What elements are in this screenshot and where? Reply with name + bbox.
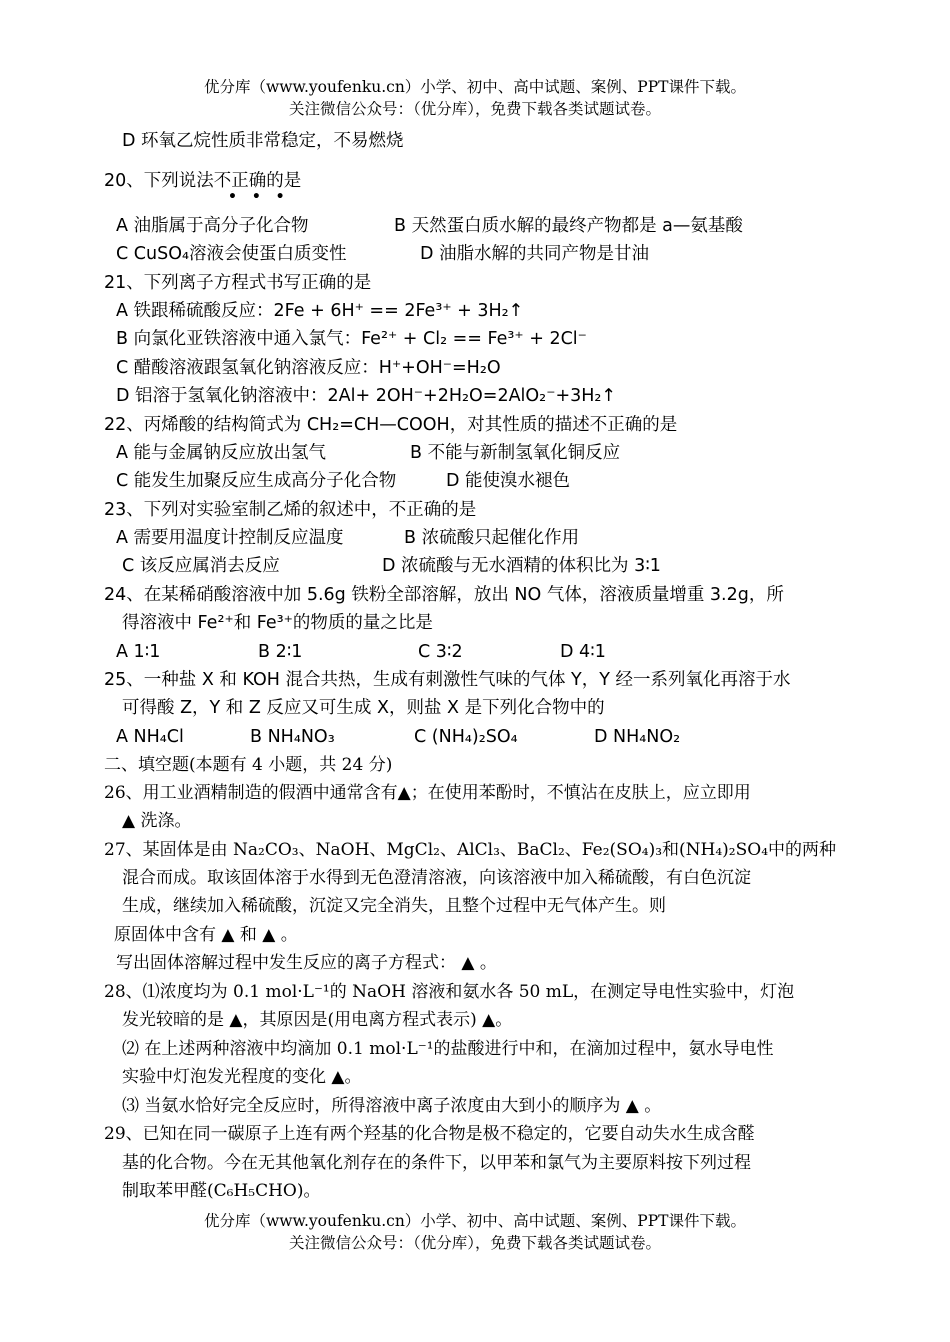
- q22-option-c: C 能发生加聚反应生成高分子化合物: [116, 471, 397, 491]
- q25-option-b: B NH₄NO₃: [250, 727, 335, 747]
- footer-line-2: 关注微信公众号：（优分库），免费下载各类试题试卷。: [288, 1234, 661, 1252]
- q22-stem: 22、丙烯酸的结构简式为 CH₂=CH—COOH，对其性质的描述不正确的是: [104, 415, 678, 435]
- q20-stem: 20、下列说法不正确的是: [104, 171, 302, 191]
- q25-stem-line-2: 可得酸 Z，Y 和 Z 反应又可生成 X，则盐 X 是下列化合物中的: [122, 698, 605, 718]
- q21-option-b: B 向氯化亚铁溶液中通入氯气：Fe²⁺ + Cl₂ == Fe³⁺ + 2Cl⁻: [116, 329, 587, 349]
- q27-line-2: 混合而成。取该固体溶于水得到无色澄清溶液，向该溶液中加入稀硫酸，有白色沉淀: [122, 868, 751, 888]
- q24-option-c: C 3∶2: [418, 642, 463, 662]
- q21-stem: 21、下列离子方程式书写正确的是: [104, 273, 372, 293]
- q23-option-d: D 浓硫酸与无水酒精的体积比为 3∶1: [382, 556, 661, 576]
- q28-line-4: 实验中灯泡发光程度的变化 ▲。: [122, 1067, 362, 1087]
- section-2-title: 二、填空题(本题有 4 小题，共 24 分): [104, 755, 393, 775]
- q20-option-b: B 天然蛋白质水解的最终产物都是 a—氨基酸: [394, 216, 743, 236]
- q24-stem-line-1: 24、在某稀硝酸溶液中加 5.6g 铁粉全部溶解，放出 NO 气体，溶液质量增重 3.2g，所: [104, 585, 784, 605]
- q24-option-b: B 2∶1: [258, 642, 303, 662]
- q24-stem-line-2: 得溶液中 Fe²⁺和 Fe³⁺的物质的量之比是: [122, 613, 433, 633]
- q26-line-2: ▲ 洗涤。: [122, 811, 192, 831]
- q25-option-a: A NH₄Cl: [116, 727, 184, 747]
- q23-stem: 23、下列对实验室制乙烯的叙述中，不正确的是: [104, 500, 477, 520]
- q23-option-b: B 浓硫酸只起催化作用: [404, 528, 580, 548]
- q26-line-1: 26、用工业酒精制造的假酒中通常含有▲；在使用苯酚时，不慎沾在皮肤上，应立即用: [104, 783, 751, 803]
- q25-option-c: C (NH₄)₂SO₄: [414, 727, 518, 747]
- footer-line-1: 优分库（www.youfenku.cn）小学、初中、高中试题、案例、PPT课件下载。: [203, 1212, 747, 1230]
- q22-option-d: D 能使溴水褪色: [446, 471, 571, 491]
- emphasis-dots: • • •: [228, 189, 290, 205]
- q25-option-d: D NH₄NO₂: [594, 727, 681, 747]
- q28-line-3: ⑵ 在上述两种溶液中均滴加 0.1 mol·L⁻¹的盐酸进行中和，在滴加过程中，氨水导电性: [122, 1039, 774, 1059]
- q22-option-a: A 能与金属钠反应放出氢气: [116, 443, 327, 463]
- q21-option-d: D 铝溶于氢氧化钠溶液中：2Al+ 2OH⁻+2H₂O=2AlO₂⁻+3H₂↑: [116, 386, 617, 406]
- q27-line-5: 写出固体溶解过程中发生反应的离子方程式： ▲ 。: [116, 953, 497, 973]
- q29-line-1: 29、已知在同一碳原子上连有两个羟基的化合物是极不稳定的，它要自动失水生成含醛: [104, 1124, 755, 1144]
- q23-option-c: C 该反应属消去反应: [122, 556, 280, 576]
- q27-line-3: 生成，继续加入稀硫酸，沉淀又完全消失，且整个过程中无气体产生。则: [122, 896, 666, 916]
- q29-line-3: 制取苯甲醛(C₆H₅CHO)。: [122, 1181, 321, 1201]
- q20-option-a: A 油脂属于高分子化合物: [116, 216, 309, 236]
- q28-line-1: 28、⑴浓度均为 0.1 mol·L⁻¹的 NaOH 溶液和氨水各 50 mL，在测定导电性实验中，灯泡: [104, 982, 795, 1002]
- header-line-1: 优分库（www.youfenku.cn）小学、初中、高中试题、案例、PPT课件下载。: [203, 78, 747, 96]
- q23-option-a: A 需要用温度计控制反应温度: [116, 528, 344, 548]
- q27-line-4: 原固体中含有 ▲ 和 ▲ 。: [114, 925, 298, 945]
- q24-option-a: A 1∶1: [116, 642, 161, 662]
- q27-line-1: 27、某固体是由 Na₂CO₃、NaOH、MgCl₂、AlCl₃、BaCl₂、Fe₂(SO₄)₃和(NH₄)₂SO₄中的两种: [104, 840, 837, 860]
- q22-option-b: B 不能与新制氢氧化铜反应: [410, 443, 621, 463]
- q20-option-c: C CuSO₄溶液会使蛋白质变性: [116, 244, 347, 264]
- q28-line-5: ⑶ 当氨水恰好完全反应时，所得溶液中离子浓度由大到小的顺序为 ▲ 。: [122, 1096, 662, 1116]
- q21-option-a: A 铁跟稀硫酸反应：2Fe + 6H⁺ == 2Fe³⁺ + 3H₂↑: [116, 301, 524, 321]
- q29-line-2: 基的化合物。今在无其他氧化剂存在的条件下，以甲苯和氯气为主要原料按下列过程: [122, 1153, 751, 1173]
- q19-option-d: D 环氧乙烷性质非常稳定，不易燃烧: [122, 131, 404, 151]
- q21-option-c: C 醋酸溶液跟氢氧化钠溶液反应：H⁺+OH⁻=H₂O: [116, 358, 501, 378]
- header-line-2: 关注微信公众号：（优分库），免费下载各类试题试卷。: [288, 100, 661, 118]
- q24-option-d: D 4∶1: [560, 642, 606, 662]
- q20-option-d: D 油脂水解的共同产物是甘油: [420, 244, 650, 264]
- q28-line-2: 发光较暗的是 ▲，其原因是(用电离方程式表示) ▲。: [122, 1010, 513, 1030]
- q25-stem-line-1: 25、一种盐 X 和 KOH 混合共热，生成有刺激性气味的气体 Y，Y 经一系列氧化再溶于水: [104, 670, 791, 690]
